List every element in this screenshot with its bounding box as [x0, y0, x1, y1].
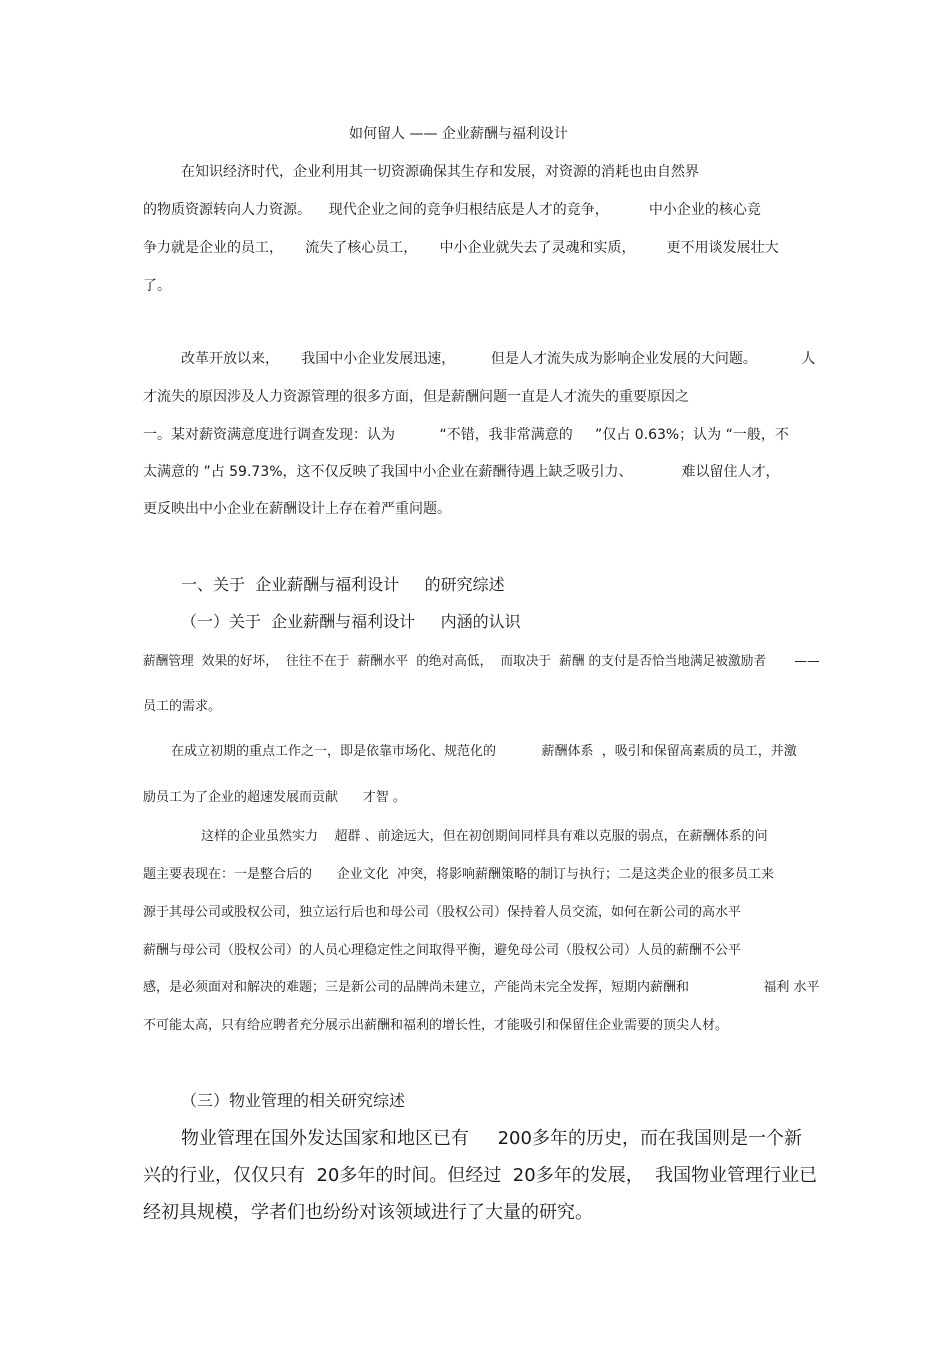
subsection-heading: （三）物业管理的相关研究综述	[181, 1091, 406, 1110]
paragraph-line: 物业管理在国外发达国家和地区已有 200多年的历史，而在我国则是一个新	[181, 1128, 802, 1149]
paragraph-line: 改革开放以来， 我国中小企业发展迅速， 但是人才流失成为影响企业发展的大问题。 人	[181, 351, 816, 367]
paragraph-line: 太满意的 ”占 59.73%，这不仅反映了我国中小企业在薪酬待遇上缺乏吸引力、 难以留住人才，	[143, 464, 780, 480]
paragraph-line: 题主要表现在：一是整合后的 企业文化 冲突，将影响薪酬策略的制订与执行；二是这类企业的很多员工来	[143, 867, 775, 882]
paragraph-line: 源于其母公司或股权公司，独立运行后也和母公司（股权公司）保持着人员交流，如何在新公司的高水平	[143, 905, 742, 920]
document-title: 如何留人 —— 企业薪酬与福利设计	[349, 126, 568, 142]
paragraph-line: 在成立初期的重点工作之一，即是依靠市场化、规范化的 薪酬体系 ，吸引和保留高素质的员工，并激	[171, 744, 797, 759]
paragraph-line: 这样的企业虽然实力 超群 、前途远大，但在初创期间同样具有难以克服的弱点，在薪酬体系的问	[201, 829, 768, 844]
paragraph-line: 一。某对薪资满意度进行调查发现：认为 “不错，我非常满意的 ”仅占 0.63%；认为 “一般，不	[143, 427, 789, 443]
paragraph-line: 才流失的原因涉及人力资源管理的很多方面，但是薪酬问题一直是人才流失的重要原因之	[143, 389, 689, 405]
section-heading: 一、关于 企业薪酬与福利设计 的研究综述	[181, 575, 505, 594]
paragraph-line: 了。	[143, 278, 171, 294]
paragraph-line: 员工的需求。	[143, 699, 222, 714]
paragraph-line: 薪酬与母公司（股权公司）的人员心理稳定性之间取得平衡，避免母公司（股权公司）人员的薪酬不公平	[143, 943, 742, 958]
subsection-heading: （一）关于 企业薪酬与福利设计 内涵的认识	[181, 612, 521, 631]
paragraph-line: 感，是必须面对和解决的难题；三是新公司的品牌尚未建立，产能尚未完全发挥，短期内薪酬和 福利 水平	[143, 980, 820, 995]
paragraph-line: 薪酬管理 效果的好坏， 往往不在于 薪酬水平 的绝对高低， 而取决于 薪酬 的支付是否恰当地满足被激励者 ——	[143, 654, 820, 669]
paragraph-line: 励员工为了企业的超速发展而贡献 才智 。	[143, 790, 406, 805]
paragraph-line: 更反映出中小企业在薪酬设计上存在着严重问题。	[143, 501, 451, 517]
paragraph-line: 不可能太高，只有给应聘者充分展示出薪酬和福利的增长性，才能吸引和保留住企业需要的顶尖人材。	[143, 1018, 729, 1033]
paragraph-line: 经初具规模，学者们也纷纷对该领域进行了大量的研究。	[143, 1202, 593, 1223]
paragraph-line: 在知识经济时代，企业利用其一切资源确保其生存和发展，对资源的消耗也由自然界	[181, 164, 699, 180]
paragraph-line: 争力就是企业的员工， 流失了核心员工， 中小企业就失去了灵魂和实质， 更不用谈发展壮大	[143, 240, 779, 256]
paragraph-line: 兴的行业，仅仅只有 20多年的时间。但经过 20多年的发展， 我国物业管理行业已	[143, 1165, 818, 1186]
paragraph-line: 的物质资源转向人力资源。 现代企业之间的竞争归根结底是人才的竞争， 中小企业的核心竞	[143, 202, 761, 218]
